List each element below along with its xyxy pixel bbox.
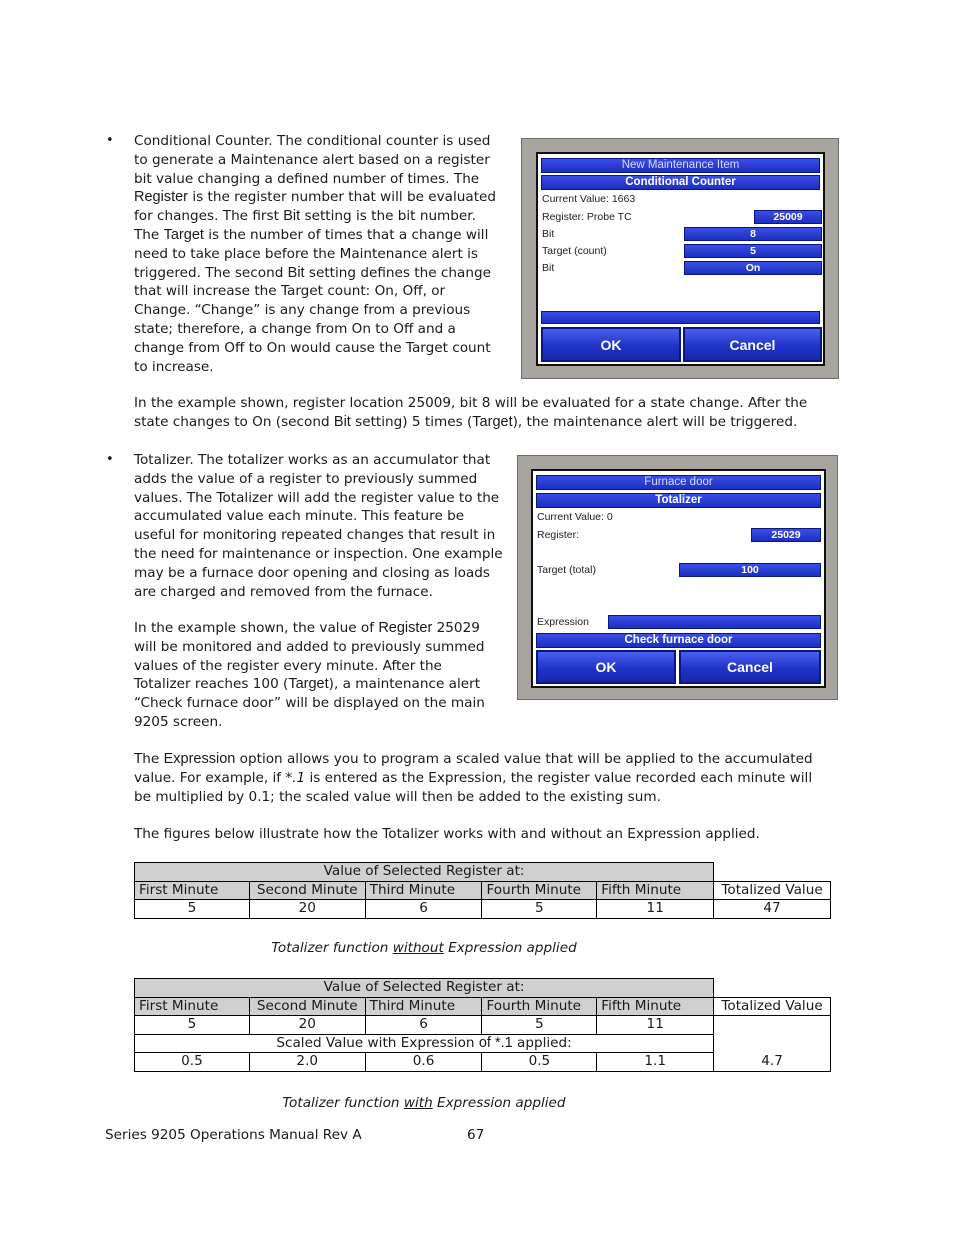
value-third-minute: 6 xyxy=(365,1016,482,1035)
text-line xyxy=(134,769,844,788)
text-run: accumulated value each minute. This feature be xyxy=(134,508,465,525)
value-totalized: 47 xyxy=(714,900,831,919)
text-line xyxy=(134,358,509,377)
caption-emphasis: without xyxy=(392,940,444,956)
figures-intro: The figures below illustrate how the Totalizer works with and without an Expression applied. xyxy=(134,826,760,842)
text-run: In the example shown, register location 25009, bit 8 will be evaluated for a state change. After the xyxy=(134,395,808,411)
keyword: Target xyxy=(163,226,204,243)
keyword: Register xyxy=(134,189,188,206)
text-run: will be monitored and added to previously summed xyxy=(134,638,485,655)
text-run: bit value changing a defined number of times. The xyxy=(134,170,480,187)
current-value-label: Current Value: 0 xyxy=(537,511,613,523)
text-run: ), a maintenance alert xyxy=(328,676,481,693)
text-line xyxy=(134,750,844,769)
text-line xyxy=(134,564,509,583)
totalizer-table-with-expression xyxy=(134,978,831,1072)
header-second-minute: Second Minute xyxy=(249,881,365,900)
text-run: that will increase the Target count: On, Off, or xyxy=(134,283,446,300)
text-line xyxy=(134,301,509,320)
text-line xyxy=(134,170,509,189)
text-run: is entered as the Expression, the register value recorded each minute will xyxy=(305,769,813,786)
cancel-button[interactable]: Cancel xyxy=(683,327,822,362)
group-header: Value of Selected Register at: xyxy=(135,979,714,998)
bit2-value-field[interactable]: On xyxy=(684,261,822,275)
totalizer-screenshot xyxy=(517,455,838,700)
text-line xyxy=(134,507,509,526)
text-run: may be a furnace door opening and closing as loads xyxy=(134,564,490,581)
scaled-label-text: applied: xyxy=(512,1034,572,1051)
text-line xyxy=(134,413,834,432)
text-line xyxy=(134,226,509,245)
text-run: The xyxy=(134,226,164,243)
text-run: is the register number that will be evaluated xyxy=(188,189,497,206)
text-line xyxy=(134,264,509,283)
screen-title-bar: New Maintenance Item xyxy=(541,158,820,173)
text-line xyxy=(134,526,509,545)
ok-button[interactable]: OK xyxy=(541,327,681,362)
text-line xyxy=(134,675,509,694)
text-line xyxy=(134,694,509,713)
table-row xyxy=(135,1016,831,1035)
text-run: need to take place before the Maintenance alert is xyxy=(134,245,479,262)
text-run: state changes to On (second xyxy=(134,413,334,430)
bullet-conditional-counter: • xyxy=(106,133,114,148)
target-value-field[interactable]: 100 xyxy=(679,563,821,577)
text-run: to increase. xyxy=(134,358,214,375)
text-line xyxy=(134,207,509,226)
header-first-minute: First Minute xyxy=(135,997,250,1016)
expression-label: Expression xyxy=(537,616,589,628)
bit2-label: Bit xyxy=(542,262,555,274)
text-run: is the number of times that a change will xyxy=(203,226,489,243)
target-value-field[interactable]: 5 xyxy=(684,244,822,258)
text-run: change from Off to On would cause the Target count xyxy=(134,339,491,356)
table2-caption xyxy=(134,1095,714,1111)
text-run: Totalizer reaches 100 ( xyxy=(134,676,289,693)
expression-description xyxy=(134,750,844,806)
text-line xyxy=(134,188,509,207)
header-first-minute: First Minute xyxy=(135,881,250,900)
text-line xyxy=(134,583,509,602)
text-run: Totalizer. The totalizer works as an accumulator that xyxy=(134,452,491,468)
text-run: Conditional Counter. The conditional counter is used xyxy=(134,133,491,149)
keyword: Bit xyxy=(283,208,301,225)
totalizer-example xyxy=(134,619,509,732)
scaled-label-text: Scaled Value with Expression xyxy=(276,1034,479,1051)
text-run: Change. “Change” is any change from a previous xyxy=(134,302,471,319)
screen-title-bar: Furnace door xyxy=(536,475,821,490)
header-totalized-value: Totalized Value xyxy=(714,881,831,900)
message-bar[interactable]: Check furnace door xyxy=(536,633,821,648)
header-second-minute: Second Minute xyxy=(249,997,365,1016)
value-fourth-minute: 5 xyxy=(482,900,597,919)
expression-field[interactable] xyxy=(608,615,821,629)
keyword: Bit xyxy=(287,264,305,281)
header-third-minute: Third Minute xyxy=(365,881,482,900)
text-line xyxy=(134,245,509,264)
text-line xyxy=(134,788,844,807)
text-line xyxy=(134,713,509,732)
text-run: 9205 screen. xyxy=(134,713,223,730)
text-run: adds the value of a register to previously summed xyxy=(134,470,478,487)
register-label: Register: xyxy=(537,529,580,541)
screen-subtitle-bar: Totalizer xyxy=(536,493,821,508)
scaled-fifth-minute: 1.1 xyxy=(597,1053,714,1072)
register-value-field[interactable]: 25029 xyxy=(751,528,821,542)
scaled-first-minute: 0.5 xyxy=(135,1053,250,1072)
text-run: useful for monitoring repeated changes that result in xyxy=(134,527,496,544)
conditional-counter-screenshot xyxy=(521,138,839,379)
conditional-counter-example xyxy=(134,394,834,432)
text-run: the need for maintenance or inspection. One example xyxy=(134,545,503,562)
bit-value-field[interactable]: 8 xyxy=(684,227,822,241)
text-line xyxy=(134,657,509,676)
text-run: are charged and removed from the furnace. xyxy=(134,583,433,600)
totalizer-description xyxy=(134,451,509,601)
text-line xyxy=(134,320,509,339)
scaled-value-label xyxy=(135,1034,714,1053)
text-run: The xyxy=(134,751,164,767)
text-run: value. For example, if xyxy=(134,769,286,786)
message-bar[interactable] xyxy=(541,311,820,324)
header-fourth-minute: Fourth Minute xyxy=(482,997,597,1016)
group-header: Value of Selected Register at: xyxy=(135,863,714,882)
footer-manual-title: Series 9205 Operations Manual Rev A xyxy=(105,1127,362,1143)
table-row xyxy=(135,900,831,919)
register-label: Register: Probe TC xyxy=(542,211,632,223)
header-third-minute: Third Minute xyxy=(365,997,482,1016)
text-run: values. The Totalizer will add the register value to the xyxy=(134,489,500,506)
italic-run: *.1 xyxy=(285,769,306,786)
scaled-fourth-minute: 0.5 xyxy=(482,1053,597,1072)
cancel-button[interactable]: Cancel xyxy=(679,650,821,684)
header-totalized-value: Totalized Value xyxy=(714,997,831,1016)
caption-emphasis: with xyxy=(403,1095,433,1111)
keyword: Target xyxy=(288,676,329,693)
caption-text: Totalizer function xyxy=(271,940,393,956)
conditional-counter-description xyxy=(134,132,509,376)
text-run: option allows you to program a scaled value that will be applied to the accumulated xyxy=(235,751,813,767)
caption-text: Expression applied xyxy=(443,940,577,956)
text-line xyxy=(134,394,834,413)
header-fifth-minute: Fifth Minute xyxy=(597,997,714,1016)
text-line xyxy=(134,619,509,638)
caption-text: Totalizer function xyxy=(282,1095,404,1111)
scaled-second-minute: 2.0 xyxy=(249,1053,365,1072)
value-fifth-minute: 11 xyxy=(597,900,714,919)
text-run: ), the maintenance alert will be triggered. xyxy=(512,413,798,430)
value-fourth-minute: 5 xyxy=(482,1016,597,1035)
scaled-third-minute: 0.6 xyxy=(365,1053,482,1072)
header-fourth-minute: Fourth Minute xyxy=(482,881,597,900)
screen-subtitle-bar: Conditional Counter xyxy=(541,175,820,190)
text-run: setting) 5 times ( xyxy=(350,413,473,430)
text-line xyxy=(134,132,509,151)
value-first-minute: 5 xyxy=(135,1016,250,1035)
current-value-label: Current Value: 1663 xyxy=(542,193,636,205)
keyword: Bit xyxy=(333,413,351,430)
text-line xyxy=(134,151,509,170)
text-line xyxy=(134,282,509,301)
keyword: Expression xyxy=(163,751,236,767)
value-second-minute: 20 xyxy=(249,1016,365,1035)
text-line xyxy=(134,339,509,358)
text-run: triggered. The second xyxy=(134,264,288,281)
text-run: setting is the bit number. xyxy=(300,208,476,225)
text-run: state; therefore, a change from On to Off and a xyxy=(134,320,456,337)
text-run: to generate a Maintenance alert based on a register xyxy=(134,151,490,168)
text-line xyxy=(134,638,509,657)
value-fifth-minute: 11 xyxy=(597,1016,714,1035)
text-run: for changes. The first xyxy=(134,208,284,225)
keyword: Register xyxy=(378,620,433,636)
text-line xyxy=(134,470,509,489)
value-totalized: 4.7 xyxy=(714,1016,831,1072)
value-first-minute: 5 xyxy=(135,900,250,919)
text-run: 25029 xyxy=(432,620,480,636)
target-label: Target (total) xyxy=(537,564,596,576)
text-run: In the example shown, the value of xyxy=(134,620,379,636)
register-value-field[interactable]: 25009 xyxy=(754,210,822,224)
scaled-label-keyword: of *.1 xyxy=(478,1034,513,1051)
text-line xyxy=(134,451,509,470)
hmi-screen xyxy=(531,469,826,688)
text-line xyxy=(134,545,509,564)
target-label: Target (count) xyxy=(542,245,607,257)
hmi-screen xyxy=(536,152,825,366)
footer-page-number: 67 xyxy=(467,1127,485,1143)
bit-label: Bit xyxy=(542,228,555,240)
value-third-minute: 6 xyxy=(365,900,482,919)
ok-button[interactable]: OK xyxy=(536,650,676,684)
text-run: “Check furnace door” will be displayed on the main xyxy=(134,695,485,712)
header-fifth-minute: Fifth Minute xyxy=(597,881,714,900)
table1-caption xyxy=(134,940,714,956)
totalizer-table-without-expression xyxy=(134,862,831,919)
text-run: values of the register every minute. After the xyxy=(134,657,442,674)
text-run: be multiplied by 0.1; the scaled value will then be added to the existing sum. xyxy=(134,788,661,805)
bullet-totalizer: • xyxy=(106,452,114,467)
keyword: Target xyxy=(472,413,513,430)
text-run: setting defines the change xyxy=(304,264,491,281)
value-second-minute: 20 xyxy=(249,900,365,919)
text-line xyxy=(134,489,509,508)
caption-text: Expression applied xyxy=(432,1095,566,1111)
